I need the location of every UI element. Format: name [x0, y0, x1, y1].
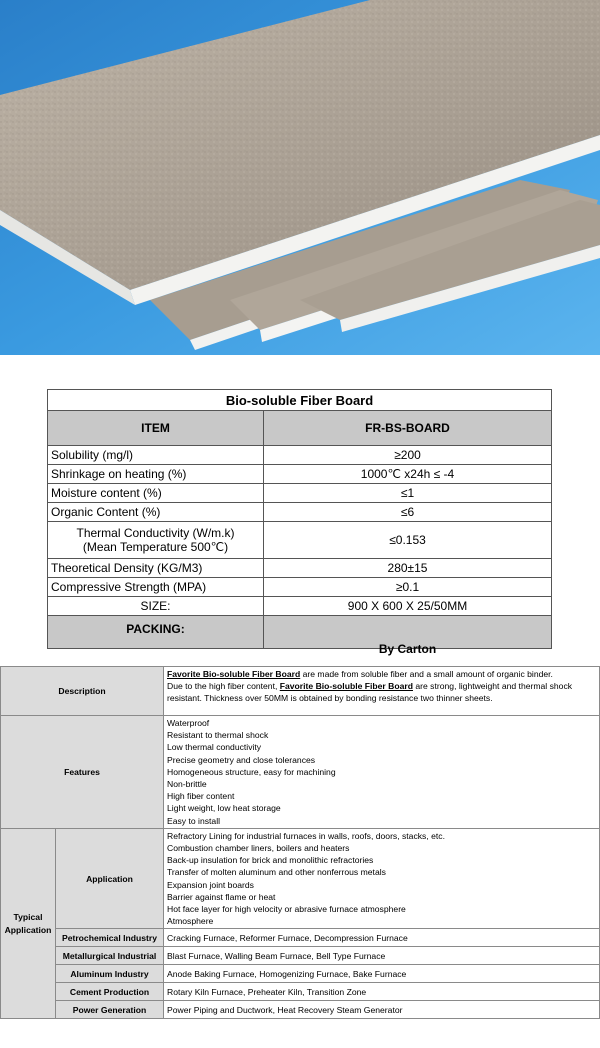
spec-value: ≤0.153	[264, 522, 552, 559]
description-text-4: resistant. Thickness over 50MM is obtained by bonding resistance two thinner sheets.	[167, 693, 493, 704]
description-row	[1, 667, 600, 716]
spec-label: Shrinkage on heating (%)	[48, 465, 264, 484]
product-detail-table	[0, 666, 600, 1019]
spec-row	[48, 446, 552, 465]
features-list	[164, 716, 600, 829]
application-list	[164, 828, 600, 929]
feature-item: Easy to install	[167, 815, 221, 826]
spec-row	[48, 465, 552, 484]
spec-value: 280±15	[264, 559, 552, 578]
spec-value: 900 X 600 X 25/50MM	[264, 597, 552, 616]
packing-row	[48, 616, 552, 649]
description-text-3: are strong, lightweight and thermal shock	[412, 681, 573, 692]
feature-item: Low thermal conductivity	[167, 742, 262, 753]
feature-item: Resistant to thermal shock	[167, 730, 269, 741]
spec-label-line1: Thermal Conductivity (W/m.k)	[76, 526, 235, 540]
feature-item: Non-brittle	[167, 779, 207, 790]
spec-value: ≥0.1	[264, 578, 552, 597]
application-item: Hot face layer for high velocity or abrasive furnace atmosphere	[167, 904, 406, 915]
industry-label: Petrochemical Industry	[56, 929, 164, 947]
packing-value	[264, 616, 552, 656]
application-item: Combustion chamber liners, boilers and heaters	[167, 843, 350, 854]
industry-label: Metallurgical Industrial	[56, 947, 164, 965]
industry-label: Power Generation	[56, 1001, 164, 1019]
spec-label-line2: (Mean Temperature 500℃)	[82, 540, 229, 554]
spec-value: ≤1	[264, 484, 552, 503]
description-text	[164, 667, 600, 716]
model-header: FR-BS-BOARD	[264, 411, 552, 446]
application-label: Application	[56, 828, 164, 929]
industry-value: Cracking Furnace, Reformer Furnace, Decompression Furnace	[164, 929, 600, 947]
features-label: Features	[1, 716, 164, 829]
application-row	[1, 828, 600, 929]
fiber-board-stack-image	[0, 0, 600, 355]
description-text-1: are made from soluble fiber and a small amount of organic binder.	[300, 669, 553, 679]
typical-application-label	[1, 828, 56, 1019]
spec-label: Solubility (mg/l)	[48, 446, 264, 465]
item-header: ITEM	[48, 411, 264, 446]
packing-value-text: By Carton	[378, 642, 437, 656]
industry-value: Anode Baking Furnace, Homogenizing Furnace, Bake Furnace	[164, 965, 600, 983]
spec-row	[48, 503, 552, 522]
spec-row	[48, 578, 552, 597]
industry-value: Rotary Kiln Furnace, Preheater Kiln, Transition Zone	[164, 983, 600, 1001]
industry-row	[1, 947, 600, 965]
spec-label: Moisture content (%)	[48, 484, 264, 503]
spec-value: ≤6	[264, 503, 552, 522]
product-link[interactable]: Favorite Bio-soluble Fiber Board	[279, 681, 413, 692]
features-row	[1, 716, 600, 829]
industry-row	[1, 983, 600, 1001]
industry-row	[1, 965, 600, 983]
feature-item: Waterproof	[167, 718, 210, 728]
packing-label: PACKING:	[48, 616, 264, 649]
spec-value: ≥200	[264, 446, 552, 465]
spec-value: 1000℃ x24h ≤ -4	[264, 465, 552, 484]
spec-row	[48, 559, 552, 578]
feature-item: Precise geometry and close tolerances	[167, 754, 316, 765]
industry-label: Aluminum Industry	[56, 965, 164, 983]
industry-value: Power Piping and Ductwork, Heat Recovery Steam Generator	[164, 1001, 600, 1019]
industry-row	[1, 929, 600, 947]
application-item: Back-up insulation for brick and monolithic refractories	[167, 855, 374, 866]
industry-label: Cement Production	[56, 983, 164, 1001]
spec-row	[48, 484, 552, 503]
description-label: Description	[1, 667, 164, 716]
feature-item: Light weight, low heat storage	[167, 803, 281, 814]
application-item: Refractory Lining for industrial furnaces in walls, roofs, doors, stacks, etc.	[167, 830, 445, 841]
application-item: Expansion joint boards	[167, 879, 254, 890]
spec-row	[48, 522, 552, 559]
application-item: Atmosphere	[167, 916, 214, 927]
industry-row	[1, 1001, 600, 1019]
application-item: Transfer of molten aluminum and other nonferrous metals	[167, 867, 386, 878]
industry-value: Blast Furnace, Walling Beam Furnace, Bell Type Furnace	[164, 947, 600, 965]
application-item: Barrier against flame or heat	[167, 891, 276, 902]
feature-item: High fiber content	[167, 791, 235, 802]
feature-item: Homogeneous structure, easy for machining	[167, 766, 336, 777]
product-link[interactable]: Favorite Bio-soluble Fiber Board	[167, 669, 301, 679]
spec-label: Organic Content (%)	[48, 503, 264, 522]
description-text-2: Due to the high fiber content,	[167, 681, 280, 692]
spec-table	[47, 389, 552, 656]
spec-label: SIZE:	[48, 597, 264, 616]
spec-table-title: Bio-soluble Fiber Board	[48, 390, 552, 411]
spec-row	[48, 597, 552, 616]
typical-label-line1: Typical	[13, 912, 43, 923]
spec-label: Theoretical Density (KG/M3)	[48, 559, 264, 578]
spec-label: Compressive Strength (MPA)	[48, 578, 264, 597]
spec-label	[48, 522, 264, 559]
typical-label-line2: Application	[4, 924, 52, 935]
